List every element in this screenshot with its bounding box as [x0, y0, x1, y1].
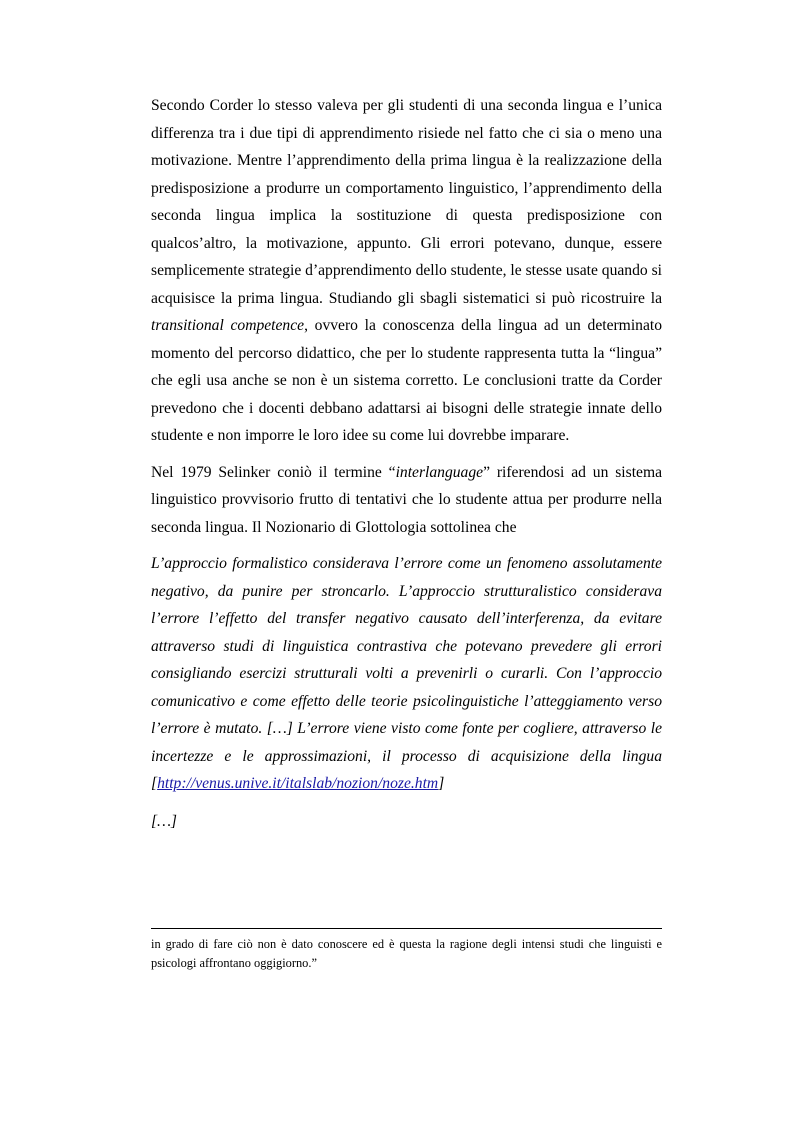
- interlanguage-term: interlanguage: [395, 463, 484, 481]
- paragraph-corder-continuation: , ovvero la conoscenza della lingua ad un determinato momento del percorso didattico, che per lo studente rappresenta tutta la “lingua” che egli usa anche se non è un sistema corretto. Le conclusioni tratte da Corder prevedono che i docenti debbano adattarsi ai bisogni delle strategie innate dello studente e non imporre le loro idee su come lui dovrebbe imparare.: [151, 317, 662, 444]
- block-quote-text: L’approccio formalistico considerava l’errore come un fenomeno assolutamente negativo, da punire per stroncarlo. L’approccio strutturalistico considerava l’errore l’effetto del transfer negativo causato dell’interferenza, da evitare attraverso studi di linguistica contrastiva che potevano prevedere gli errori consigliando esercizi strutturali volti a prevenirli o curarli. Con l’approccio comunicativo e come effetto delle teorie psicolinguistiche l’atteggiamento verso l’errore è mutato. […] L’errore viene visto come fonte per cogliere, attraverso le incertezze e le approssimazioni, il processo di acquisizione della lingua: [151, 555, 662, 765]
- quote-bracket-open: [: [151, 775, 158, 792]
- page-body: [151, 92, 662, 835]
- footnote-divider: [151, 928, 662, 929]
- paragraph-selinker-rest: ” riferendosi ad un sistema linguistico provvisorio frutto di tentativi che lo studente attua per produrre nella seconda lingua. Il Nozionario di Glottologia sottolinea che: [151, 463, 662, 536]
- paragraph-corder: [151, 92, 662, 450]
- paragraph-selinker-start: Nel 1979 Selinker coniò il termine “: [151, 463, 396, 481]
- quote-bracket-close: ]: [438, 775, 445, 792]
- paragraph-selinker: [151, 459, 662, 542]
- omission-ellipsis: […]: [151, 812, 178, 830]
- footnote-area: [151, 928, 662, 972]
- block-quote: [151, 550, 662, 798]
- source-link[interactable]: http://venus.unive.it/italslab/nozion/noze.htm: [157, 775, 439, 792]
- paragraph-corder-text: Secondo Corder lo stesso valeva per gli studenti di una seconda lingua e l’unica differenza tra i due tipi di apprendimento risiede nel fatto che ci sia o meno una motivazione. Mentre l’apprendimento della prima lingua è la realizzazione della predisposizione a produrre un comportamento linguistico, l’apprendimento della seconda lingua implica la sostituzione di questa predisposizione con qualcos’altro, la motivazione, appunto. Gli errori potevano, dunque, essere semplicemente strategie d’apprendimento dello studente, le stesse usate quando si acquisisce la prima lingua. Studiando gli sbagli sistematici si può ricostruire la: [151, 97, 662, 307]
- footnote-text: in grado di fare ciò non è dato conoscere ed è questa la ragione degli intensi studi che linguisti e psicologi affrontano oggigiorno.”: [151, 937, 662, 970]
- transitional-competence-term: transitional competence: [151, 317, 305, 334]
